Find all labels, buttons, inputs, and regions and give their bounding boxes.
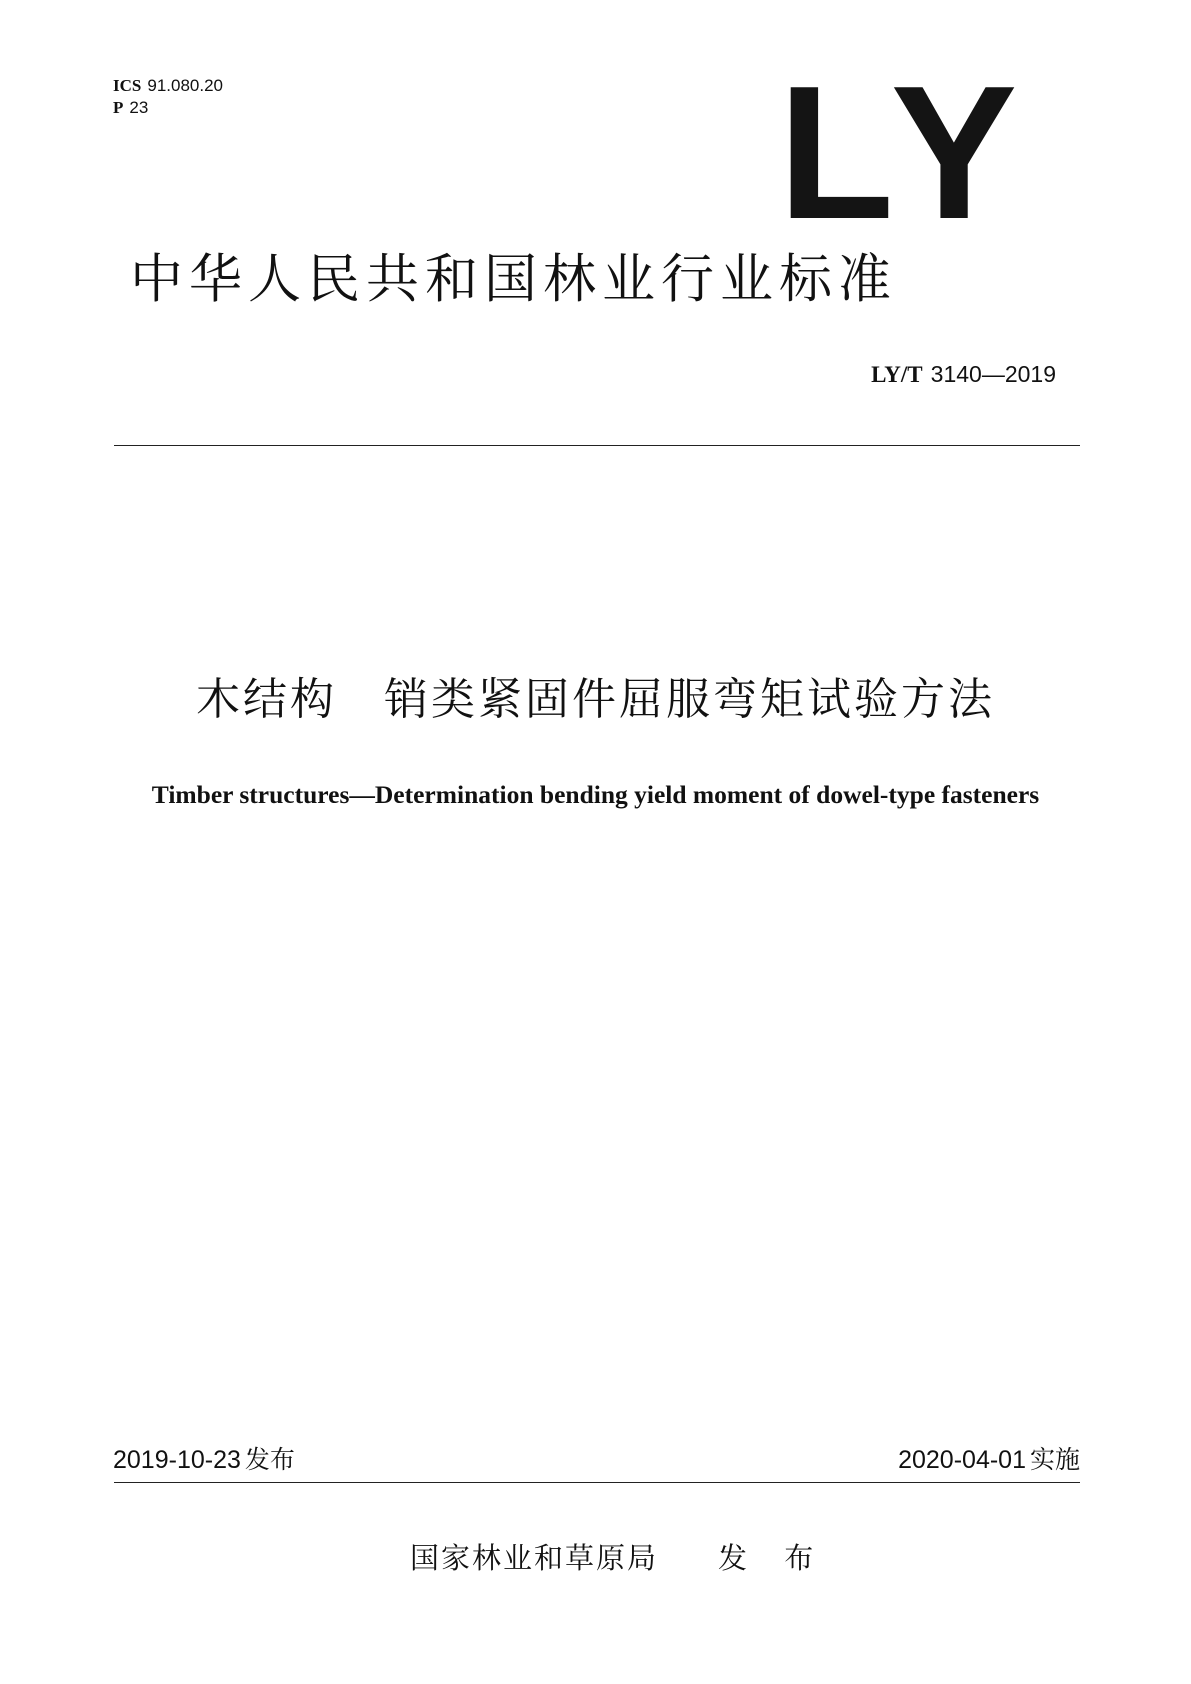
issue-label: 发布 bbox=[244, 1445, 295, 1474]
document-title-en: Timber structures—Determination bending yield moment of dowel-type fasteners bbox=[151, 780, 1040, 809]
issue-date bbox=[113, 1444, 295, 1477]
p-label: P bbox=[113, 98, 124, 117]
header-divider bbox=[114, 445, 1080, 446]
publisher: 国家林业和草原局 bbox=[410, 1541, 659, 1575]
implementation-date bbox=[898, 1444, 1080, 1477]
standard-title: 中华人民共和国林业行业标准 bbox=[130, 249, 897, 310]
standard-number-value: 3140—2019 bbox=[930, 361, 1056, 387]
issue-date-value: 2019-10-23 bbox=[113, 1446, 241, 1474]
standard-number-prefix: LY/T bbox=[871, 362, 923, 387]
ics-value: 91.080.20 bbox=[147, 76, 223, 95]
implementation-date-value: 2020-04-01 bbox=[898, 1446, 1026, 1474]
ics-code bbox=[113, 76, 223, 96]
document-title-cn: 木结构 销类紧固件屈服弯矩试验方法 bbox=[196, 674, 995, 725]
ly-logo: LY bbox=[778, 47, 1032, 259]
publish-label: 发 布 bbox=[718, 1541, 828, 1575]
classification-code bbox=[113, 98, 148, 118]
p-value: 23 bbox=[129, 98, 149, 117]
implementation-label: 实施 bbox=[1029, 1445, 1080, 1474]
ics-label: ICS bbox=[113, 76, 142, 95]
standard-number bbox=[871, 360, 1056, 389]
footer-divider bbox=[114, 1482, 1080, 1483]
